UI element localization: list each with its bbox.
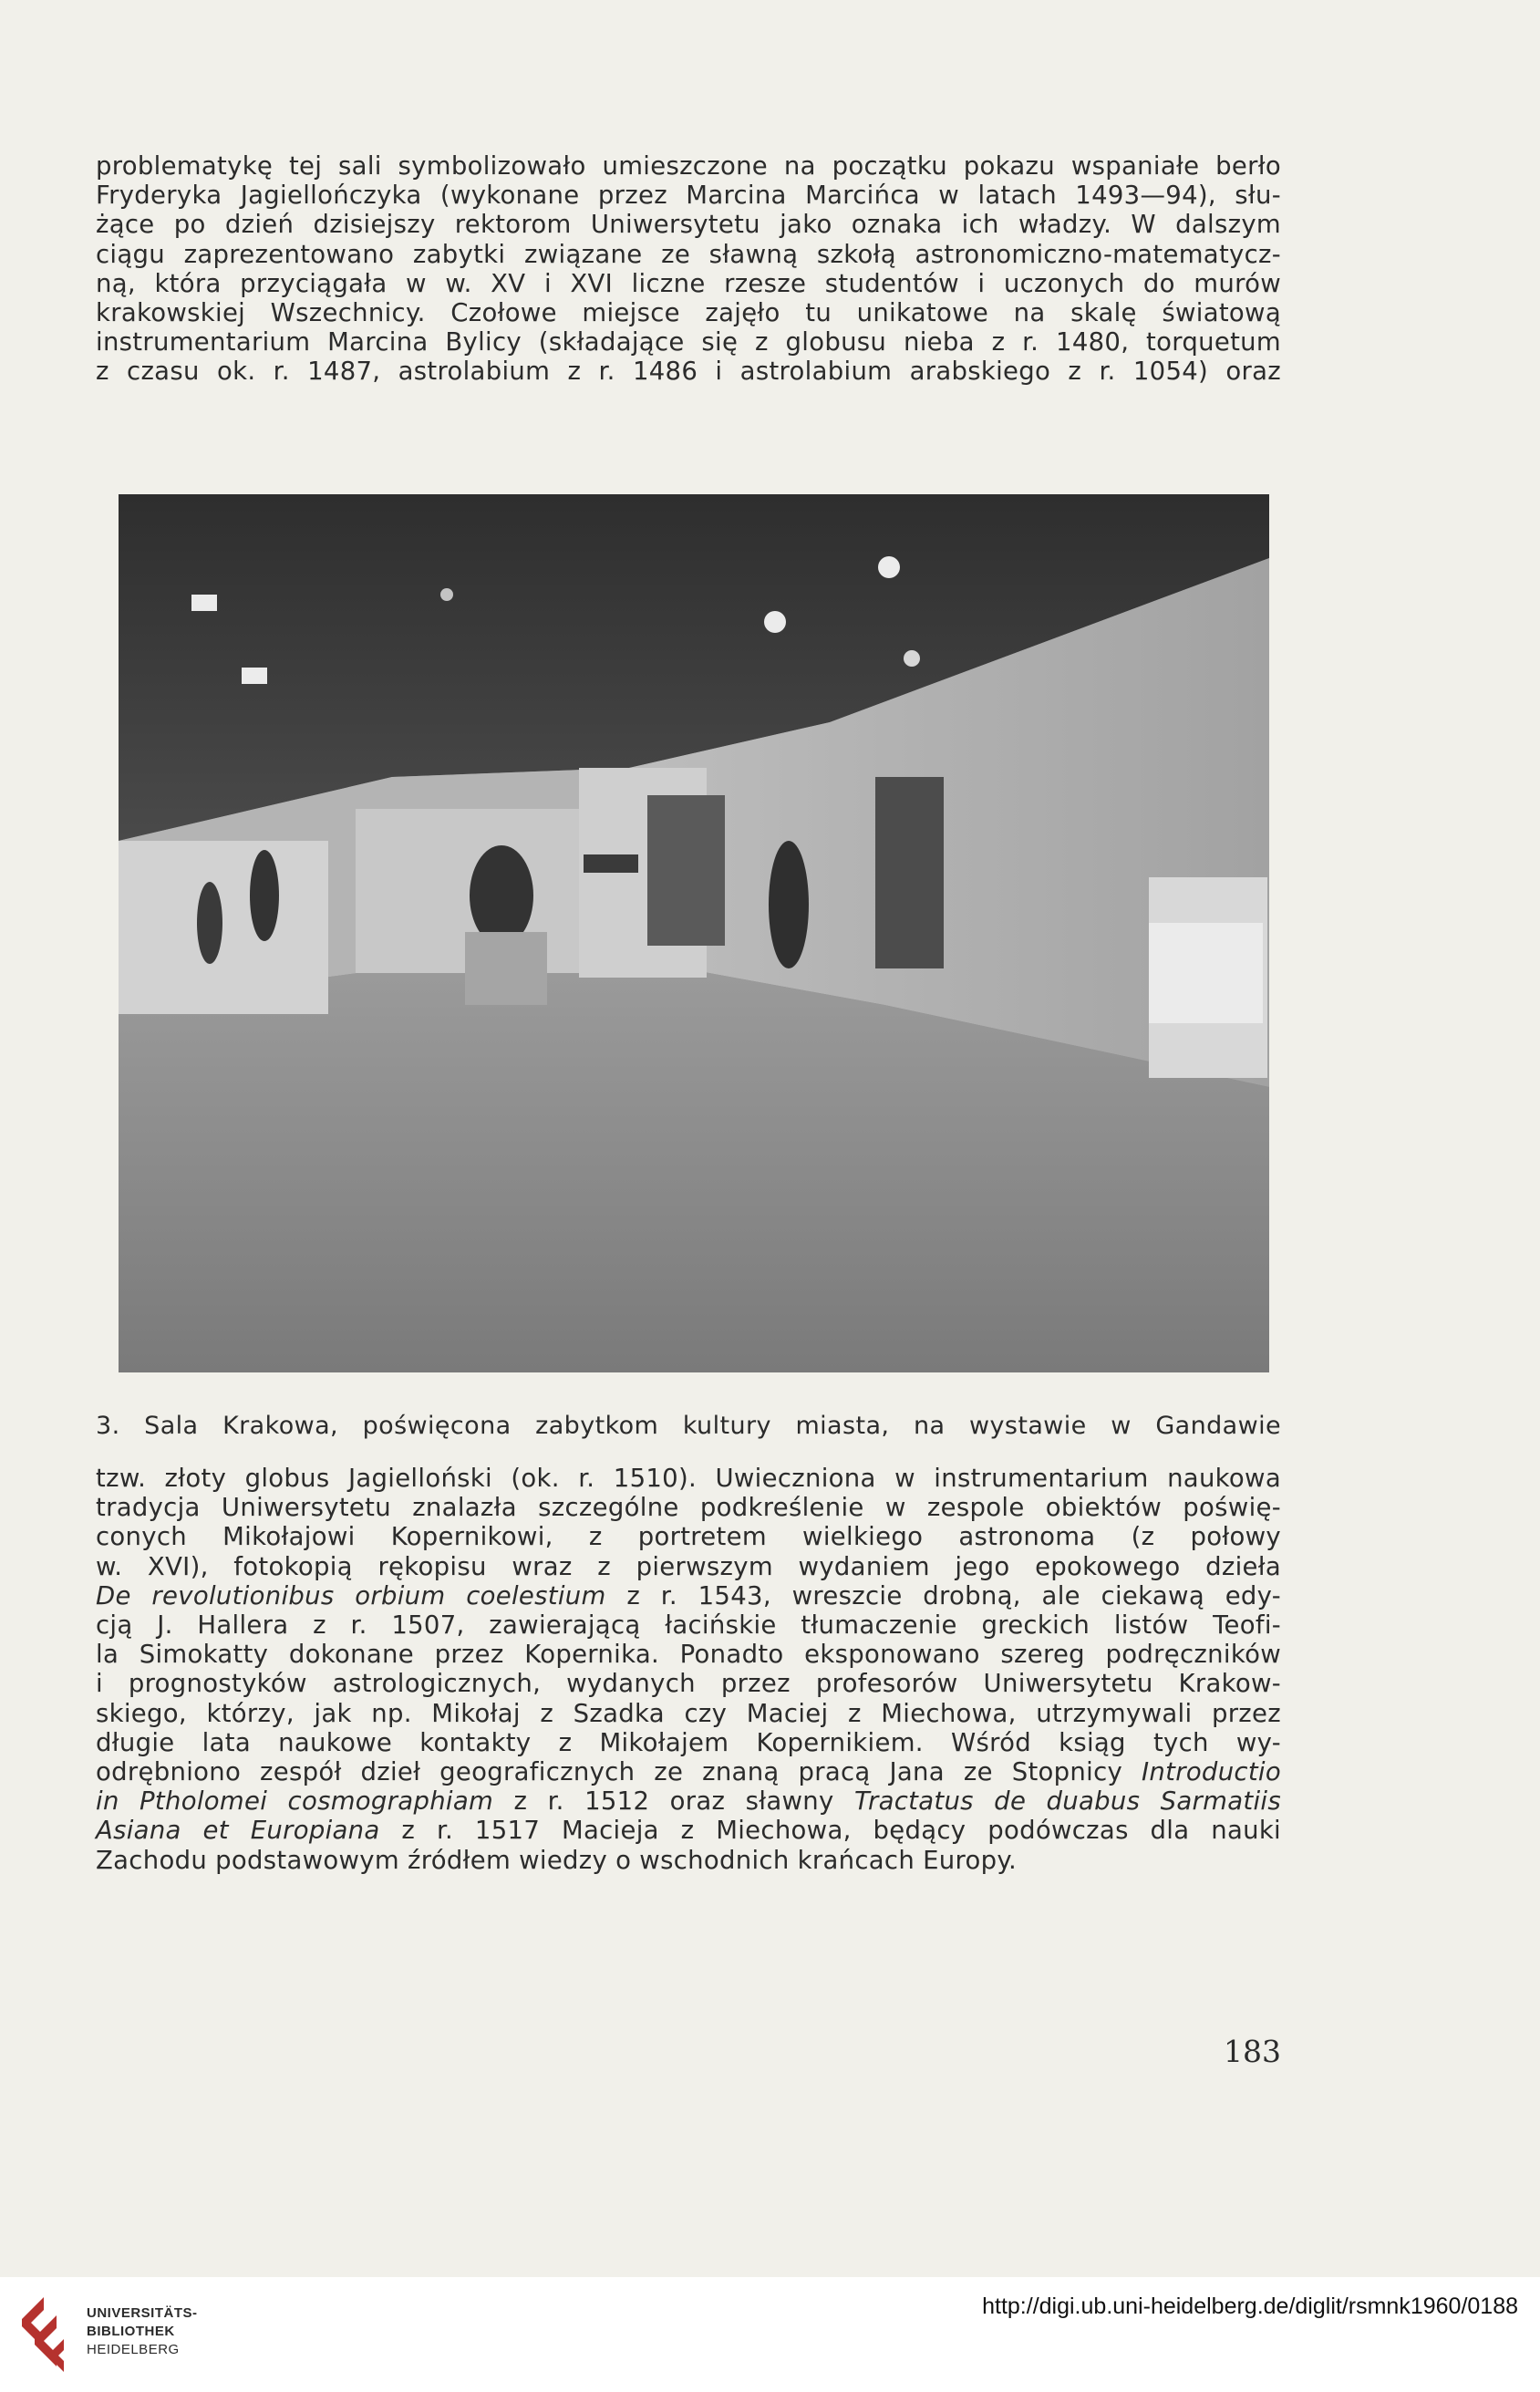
library-name: UNIVERSITÄTS- BIBLIOTHEK HEIDELBERG bbox=[87, 2305, 198, 2357]
text-line: tradycja Uniwersytetu znalazła szczególne podkreślenie w zespole obiektów poświę- bbox=[96, 1493, 1281, 1523]
text-line: odrębniono zespół dzieł geograficznych ze znaną pracą Jana ze Stopnicy Introductio bbox=[96, 1757, 1281, 1787]
italic-title: in Ptholomei cosmographiam bbox=[96, 1786, 494, 1817]
page-number: 183 bbox=[1224, 2034, 1281, 2069]
text-line: ciągu zaprezentowano zabytki związane ze sławną szkołą astronomiczno-matematycz- bbox=[96, 239, 1281, 269]
italic-title: Tractatus de duabus Sarmatiis bbox=[854, 1786, 1281, 1817]
italic-title: Introductio bbox=[1141, 1757, 1281, 1787]
viewer-footer bbox=[0, 2277, 1540, 2392]
text-line: Asiana et Europiana z r. 1517 Macieja z Miechowa, będący podówczas dla nauki bbox=[96, 1816, 1281, 1846]
text-line: żące po dzień dzisiejszy rektorom Uniwersytetu jako oznaka ich władzy. W dalszym bbox=[96, 210, 1281, 240]
text-line: długie lata naukowe kontakty z Mikołajem Kopernikiem. Wśród ksiąg tych wy- bbox=[96, 1727, 1281, 1757]
text-line: cją J. Hallera z r. 1507, zawierającą łacińskie tłumaczenie greckich listów Teofi- bbox=[96, 1610, 1281, 1641]
text-line: Zachodu podstawowym źródłem wiedzy o wschodnich krańcach Europy. bbox=[96, 1845, 1018, 1875]
figure-caption: 3. Sala Krakowa, poświęcona zabytkom kultury miasta, na wystawie w Gandawie bbox=[96, 1412, 1281, 1440]
exhibition-hall-photo bbox=[119, 494, 1269, 1372]
photo-illustration bbox=[119, 494, 1269, 1372]
library-logo-icon bbox=[16, 2292, 77, 2374]
text-line: tzw. złoty globus Jagielloński (ok. r. 1510). Uwieczniona w instrumentarium naukowa bbox=[96, 1464, 1281, 1493]
source-url-link[interactable]: http://digi.ub.uni-heidelberg.de/diglit/rsmnk1960/0188 bbox=[982, 2294, 1518, 2319]
paragraph-top bbox=[96, 151, 1281, 387]
text-line: z czasu ok. r. 1487, astrolabium z r. 1486 i astrolabium arabskiego z r. 1054) oraz bbox=[96, 357, 1281, 387]
text-line: ną, która przyciągała w w. XV i XVI liczne rzesze studentów i uczonych do murów bbox=[96, 268, 1281, 298]
paragraph-bottom bbox=[96, 1464, 1281, 1875]
text-line: i prognostyków astrologicznych, wydanych przez profesorów Uniwersytetu Krakow- bbox=[96, 1669, 1281, 1699]
text-line: conych Mikołajowi Kopernikowi, z portretem wielkiego astronoma (z połowy bbox=[96, 1522, 1281, 1552]
text-line: instrumentarium Marcina Bylicy (składające się z globusu nieba z r. 1480, torquetum bbox=[96, 327, 1281, 357]
text-line: Fryderyka Jagiellończyka (wykonane przez Marcina Marcińca w latach 1493—94), słu- bbox=[96, 181, 1281, 211]
text-line: la Simokatty dokonane przez Kopernika. Ponadto eksponowano szereg podręczników bbox=[96, 1640, 1281, 1670]
text-line: krakowskiej Wszechnicy. Czołowe miejsce zajęło tu unikatowe na skalę światową bbox=[96, 298, 1281, 328]
text-line: skiego, którzy, jak np. Mikołaj z Szadka czy Maciej z Miechowa, utrzymywali przez bbox=[96, 1698, 1281, 1728]
text-line: w. XVI), fotokopią rękopisu wraz z pierwszym wydaniem jego epokowego dzieła bbox=[96, 1551, 1281, 1581]
italic-title: Asiana et Europiana bbox=[96, 1816, 380, 1846]
italic-title: De revolutionibus orbium coelestium bbox=[96, 1580, 606, 1610]
text-line: problematykę tej sali symbolizowało umieszczone na początku pokazu wspaniałe berło bbox=[96, 151, 1281, 181]
text-line: De revolutionibus orbium coelestium z r. 1543, wreszcie drobną, ale ciekawą edy- bbox=[96, 1580, 1281, 1610]
text-line: in Ptholomei cosmographiam z r. 1512 oraz sławny Tractatus de duabus Sarmatiis bbox=[96, 1786, 1281, 1817]
